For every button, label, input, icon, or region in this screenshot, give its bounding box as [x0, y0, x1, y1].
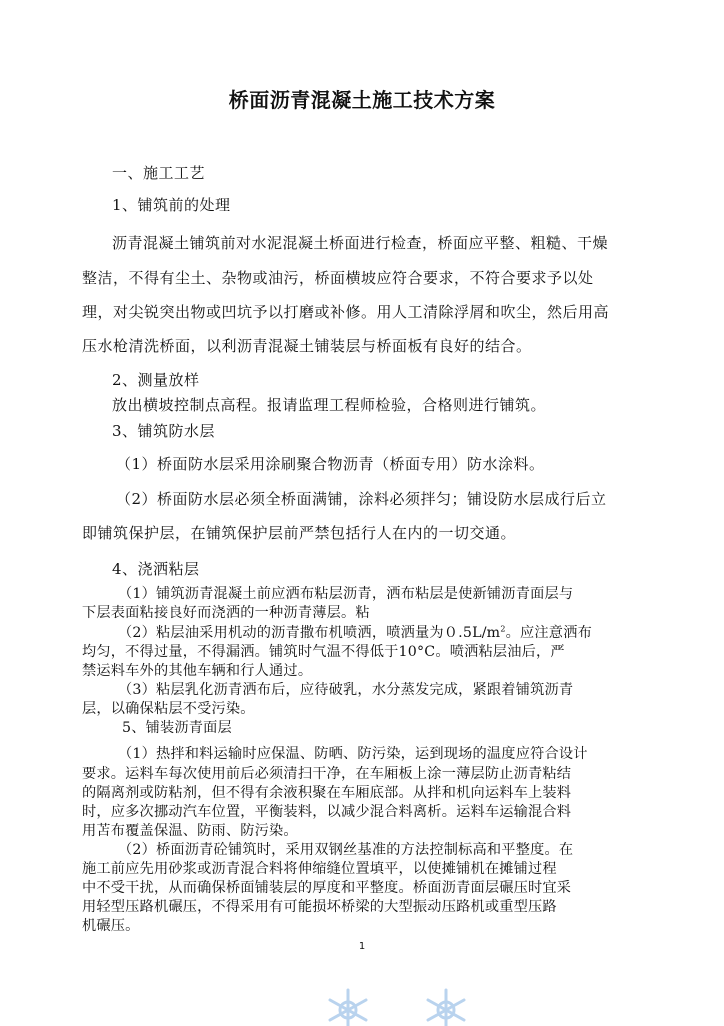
paragraph-text: 。应注意洒布 [505, 625, 592, 641]
paragraph-line: 用苫布覆盖保温、防雨、防污染。 [82, 823, 298, 839]
paragraph-line: 均匀，不得过量，不得漏洒。铺筑时气温不得低于10°C。喷洒粘层油后，严 [82, 644, 565, 660]
subsection-heading: 1、铺筑前的处理 [112, 196, 231, 214]
paragraph-line: （2）桥面沥青砼铺筑时，采用双钢丝基准的方法控制标高和平整度。在 [118, 842, 574, 858]
paragraph-line [118, 624, 592, 643]
paragraph-line: 用轻型压路机碾压，不得采用有可能损坏桥梁的大型振动压路机或重型压路 [82, 899, 557, 915]
paragraph-line: 中不受干扰，从而确保桥面铺装层的厚度和平整度。桥面沥青面层碾压时宜采 [82, 880, 572, 896]
superscript: 2 [500, 624, 506, 634]
subsection-heading: 2、测量放样 [112, 371, 200, 389]
paragraph-line: 放出横坡控制点高程。报请监理工程师检验，合格则进行铺筑。 [112, 396, 547, 414]
subsection-heading: 4、浇洒粘层 [112, 560, 200, 578]
page-number: 1 [358, 941, 366, 952]
snowflake-watermark-icon [318, 986, 378, 1026]
paragraph-line: 要求。运料车每次使用前后必须清扫干净，在车厢板上涂一薄层防止沥青粘结 [82, 766, 572, 782]
paragraph-line: 下层表面粘接良好而浇洒的一种沥青薄层。粘 [82, 605, 370, 621]
paragraph-line: 禁运料车外的其他车辆和行人通过。 [82, 663, 313, 679]
paragraph-line: （1）热拌和料运输时应保温、防晒、防污染，运到现场的温度应符合设计 [118, 746, 588, 762]
paragraph-line: （3）粘层乳化沥青洒布后，应待破乳，水分蒸发完成，紧跟着铺筑沥青 [118, 682, 574, 698]
paragraph-line: 压水枪清洗桥面，以利沥青混凝土铺装层与桥面板有良好的结合。 [82, 337, 532, 355]
paragraph-line: 整洁，不得有尘土、杂物或油污，桥面横坡应符合要求，不符合要求予以处 [82, 269, 594, 287]
subsection-heading: 3、铺筑防水层 [112, 422, 216, 440]
paragraph-text: （2）粘层油采用机动的沥青撒布机喷洒，喷洒量为０.5L/m [118, 625, 501, 641]
paragraph-line: 即铺筑保护层，在铺筑保护层前严禁包括行人在内的一切交通。 [82, 524, 517, 542]
paragraph-line: 时，应多次挪动汽车位置，平衡装料，以减少混合料离析。运料车运输混合料 [82, 804, 572, 820]
paragraph-line: （2）桥面防水层必须全桥面满铺，涂料必须拌匀；铺设防水层成行后立 [116, 490, 607, 508]
paragraph-line: 机碾压。 [82, 918, 140, 934]
paragraph-line: 沥青混凝土铺筑前对水泥混凝土桥面进行检查，桥面应平整、粗糙、干燥 [112, 234, 609, 252]
paragraph-line: 施工前应先用砂浆或沥青混合料将伸缩缝位置填平，以使摊铺机在摊铺过程 [82, 861, 557, 877]
paragraph-line: 层，以确保粘层不受污染。 [82, 701, 255, 717]
paragraph-line: 的隔离剂或防粘剂，但不得有余液积聚在车厢底部。从拌和机向运料车上装料 [82, 785, 572, 801]
subsection-heading: 5、铺装沥青面层 [122, 720, 232, 736]
paragraph-line: 理，对尖锐突出物或凹坑予以打磨或补修。用人工清除浮屑和吹尘，然后用高 [82, 303, 610, 321]
paragraph-line: （1）铺筑沥青混凝土前应洒布粘层沥青，洒布粘层是使新铺沥青面层与 [118, 586, 574, 602]
document-title: 桥面沥青混凝土施工技术方案 [228, 88, 496, 112]
paragraph-line: （1）桥面防水层采用涂刷聚合物沥青（桥面专用）防水涂料。 [116, 455, 545, 473]
snowflake-watermark-icon [416, 986, 476, 1026]
section-heading: 一、施工工艺 [112, 164, 206, 182]
